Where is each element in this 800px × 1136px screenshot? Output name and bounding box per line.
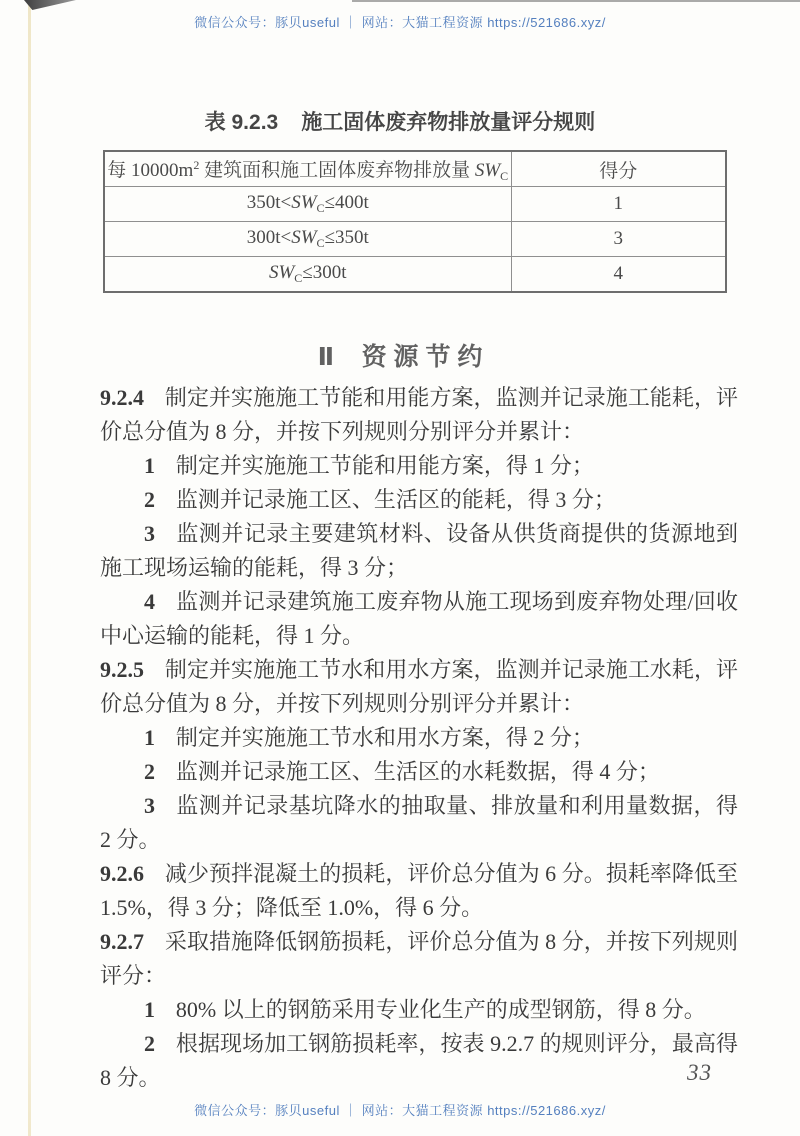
scan-edge-line: [28, 0, 31, 1136]
range-pre: 300t<: [246, 227, 292, 248]
range-subscript: C: [294, 271, 303, 285]
item-paragraph: [100, 1027, 738, 1095]
paragraph-text: 80% 以上的钢筋采用专业化生产的成型钢筋，得 8 分。: [175, 997, 706, 1022]
paragraph-number: 2: [144, 759, 155, 784]
score-cell: 3: [511, 222, 726, 257]
paragraph-text: 制定并实施施工节水和用水方案，监测并记录施工水耗，评价总分值为 8 分，并按下列规则分别评分并累计：: [100, 657, 738, 716]
header-pre: 每 10000m: [107, 159, 194, 181]
paragraph-text: 监测并记录主要建筑材料、设备从供货商提供的货源地到施工现场运输的能耗，得 3 分；: [100, 521, 738, 580]
range-post: ≤350t: [324, 227, 369, 248]
paragraph-text: 制定并实施施工节能和用能方案，监测并记录施工能耗，评价总分值为 8 分，并按下列规则分别评分并累计：: [100, 385, 738, 444]
item-paragraph: [100, 483, 738, 517]
paragraph-text: 监测并记录基坑降水的抽取量、排放量和利用量数据，得 2 分。: [100, 793, 738, 852]
clause-paragraph: [100, 925, 738, 993]
paragraph-number: 2: [144, 487, 155, 512]
header-mid: 建筑面积施工固体废弃物排放量: [199, 159, 475, 181]
scan-corner-artifact: [24, 0, 76, 10]
paragraph-number: 9.2.4: [100, 385, 144, 410]
range-variable: SW: [291, 227, 317, 248]
section-heading: [0, 337, 800, 373]
paragraph-text: 监测并记录建筑施工废弃物从施工现场到废弃物处理/回收中心运输的能耗，得 1 分。: [100, 589, 738, 648]
table-title: [0, 106, 800, 136]
paragraph-text: 制定并实施施工节水和用水方案，得 2 分；: [175, 725, 594, 750]
paragraph-number: 9.2.6: [100, 861, 144, 886]
paragraph-text: 根据现场加工钢筋损耗率，按表 9.2.7 的规则评分，最高得 8 分。: [100, 1031, 738, 1090]
paragraph-text: 制定并实施施工节能和用能方案，得 1 分；: [175, 453, 594, 478]
paragraph-number: 4: [144, 589, 155, 614]
item-paragraph: [100, 721, 738, 755]
score-cell: 4: [511, 257, 726, 293]
watermark-top: 微信公众号：豚贝useful ｜ 网站：大猫工程资源 https://521686.xyz/: [194, 15, 606, 30]
paragraph-text: 监测并记录施工区、生活区的水耗数据，得 4 分；: [175, 759, 660, 784]
range-pre: 350t<: [246, 192, 292, 213]
page-number: 33: [687, 1060, 712, 1085]
clause-paragraph: [100, 653, 738, 721]
paragraph-number: 9.2.7: [100, 929, 144, 954]
table-row: [104, 187, 726, 222]
item-paragraph: [100, 993, 738, 1027]
table-header-quantity: [104, 151, 511, 187]
range-variable: SW: [291, 192, 317, 213]
clause-paragraph: [100, 381, 738, 449]
scan-top-edge-artifact: [352, 0, 800, 2]
item-paragraph: [100, 517, 738, 585]
table-header-score: 得分: [511, 151, 726, 187]
score-table-body: [104, 151, 726, 292]
clause-paragraph: [100, 857, 738, 925]
range-cell: [104, 222, 511, 257]
header-variable: SW: [474, 159, 501, 181]
paragraph-text: 减少预拌混凝土的损耗，评价总分值为 6 分。损耗率降低至 1.5%，得 3 分；降低至 1.0%，得 6 分。: [100, 861, 738, 920]
section-title: 资 源 节 约: [361, 343, 483, 371]
paragraph-number: 1: [144, 997, 155, 1022]
range-cell: [104, 257, 511, 293]
table-title-text: 施工固体废弃物排放量评分规则: [301, 111, 596, 134]
range-post: ≤300t: [302, 262, 347, 283]
paragraph-number: 3: [144, 793, 155, 818]
table-row: [104, 257, 726, 293]
header-superscript: 2: [193, 157, 200, 172]
header-subscript: C: [500, 168, 509, 183]
paragraph-number: 9.2.5: [100, 657, 144, 682]
score-table: [103, 150, 727, 293]
range-variable: SW: [268, 262, 295, 283]
paragraph-text: 监测并记录施工区、生活区的能耗，得 3 分；: [175, 487, 616, 512]
range-subscript: C: [316, 201, 325, 215]
paragraph-text: 采取措施降低钢筋损耗，评价总分值为 8 分，并按下列规则评分：: [100, 929, 738, 988]
item-paragraph: [100, 789, 738, 857]
table-row: [104, 222, 726, 257]
range-cell: [104, 187, 511, 222]
range-post: ≤400t: [324, 192, 369, 213]
item-paragraph: [100, 449, 738, 483]
paragraph-number: 1: [144, 453, 155, 478]
section-numeral: Ⅱ: [317, 343, 335, 371]
item-paragraph: [100, 755, 738, 789]
table-title-label: 表 9.2.3: [204, 111, 279, 134]
score-cell: 1: [511, 187, 726, 222]
table-header-row: [104, 151, 726, 187]
paragraph-number: 3: [144, 521, 155, 546]
clauses: [100, 381, 738, 1095]
item-paragraph: [100, 585, 738, 653]
paragraph-number: 1: [144, 725, 155, 750]
range-subscript: C: [316, 236, 325, 250]
paragraph-number: 2: [144, 1031, 155, 1056]
watermark-bottom: 微信公众号：豚贝useful ｜ 网站：大猫工程资源 https://521686.xyz/: [194, 1103, 606, 1118]
